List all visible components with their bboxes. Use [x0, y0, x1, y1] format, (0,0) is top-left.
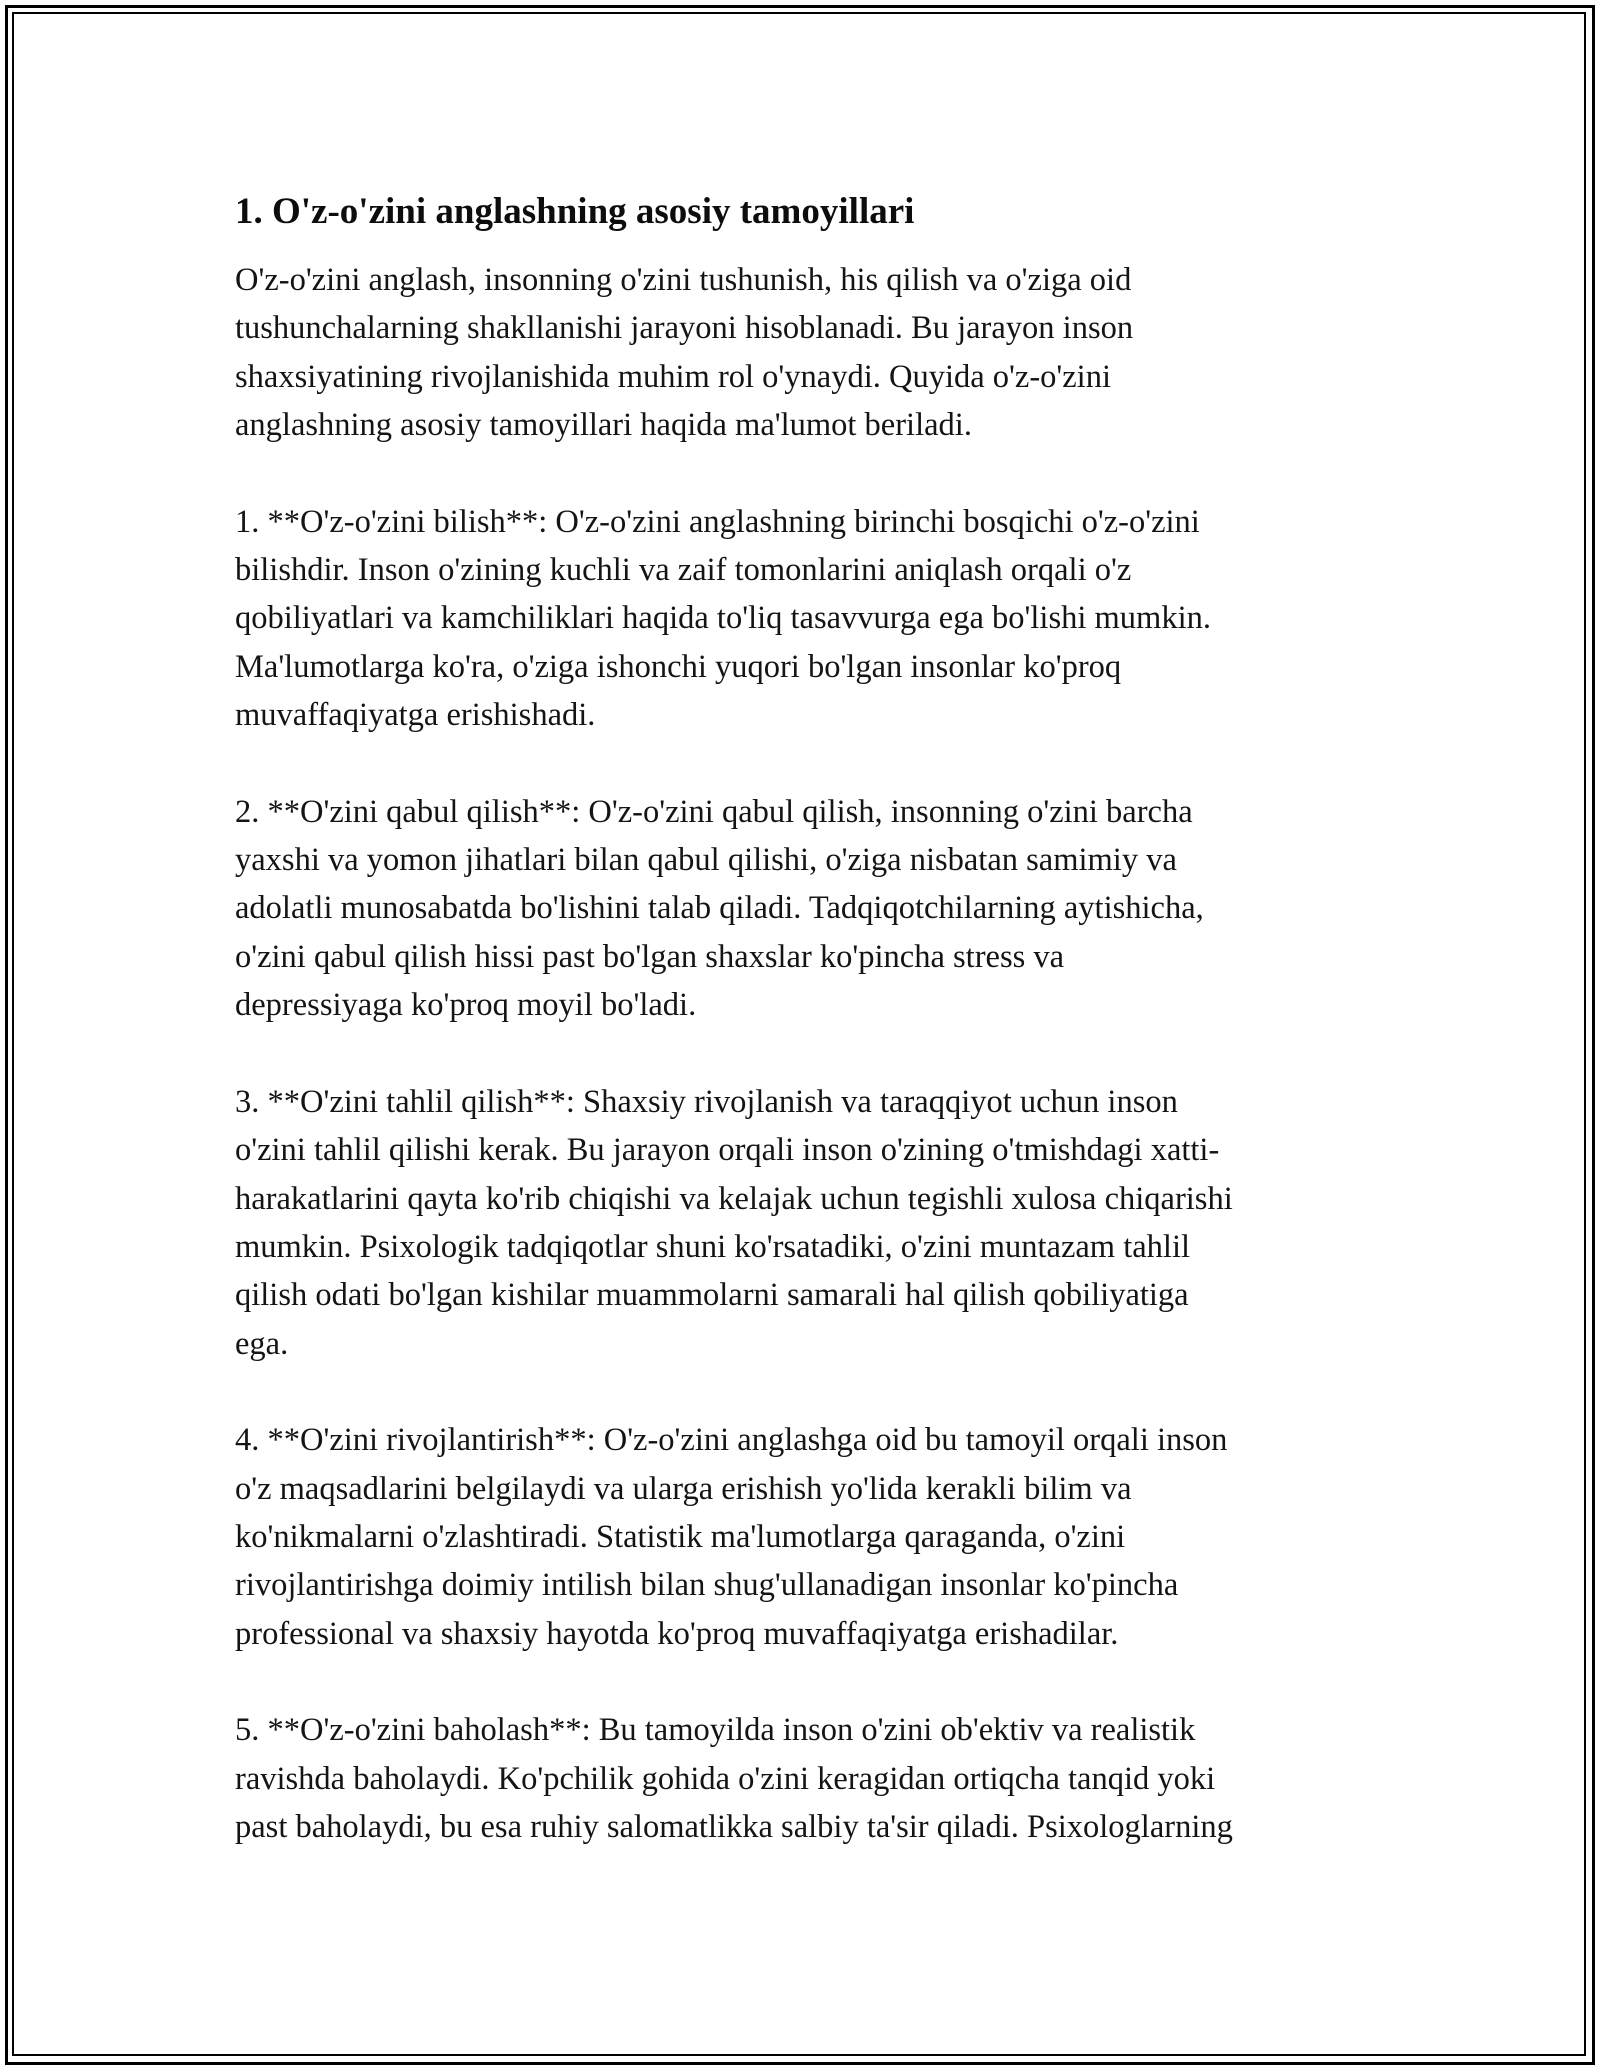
intro-paragraph: O'z-o'zini anglash, insonning o'zini tushunish, his qilish va o'ziga oid tushunchalarning shakllanishi jarayoni hisoblanadi. Bu jarayon inson shaxsiyatining rivojlanishida muhim rol o'ynaydi. Quyida o'z-o'zini anglashning asosiy tamoyillari haqida ma'lumot beriladi. — [235, 262, 1134, 444]
principle-self-acceptance: 2. **O'zini qabul qilish**: O'z-o'zini qabul qilish, insonning o'zini barcha yaxshi va yomon jihatlari bilan qabul qilishi, o'ziga nisbatan samimiy va adolatli munosabatda bo'lishini talab qiladi. Tadqiqotchilarning aytishicha, o'zini qabul qilish hissi past bo'lgan shaxslar ko'pincha stress va depressiyaga ko'proq moyil bo'ladi. — [235, 793, 1204, 1024]
principle-self-knowledge: 1. **O'z-o'zini bilish**: O'z-o'zini anglashning birinchi bosqichi o'z-o'zini bilishdir. Inson o'zining kuchli va zaif tomonlarini aniqlash orqali o'z qobiliyatlari va kamchiliklari haqida to'liq tasavvurga ega bo'lishi mumkin. Ma'lumotlarga ko'ra, o'ziga ishonchi yuqori bo'lgan insonlar ko'proq muvaffaqiyatga erishishadi. — [235, 503, 1211, 734]
principle-self-development: 4. **O'zini rivojlantirish**: O'z-o'zini anglashga oid bu tamoyil orqali inson o'z maqsadlarini belgilaydi va ularga erishish yo'lida kerakli bilim va ko'nikmalarni o'zlashtiradi. Statistik ma'lumotlarga qaraganda, o'zini rivojlantirishga doimiy intilish bilan shug'ullanadigan insonlar ko'pincha professional va shaxsiy hayotda ko'proq muvaffaqiyatga erishadilar. — [235, 1422, 1228, 1652]
principle-self-assessment: 5. **O'z-o'zini baholash**: Bu tamoyilda inson o'zini ob'ektiv va realistik ravishda baholaydi. Ko'pchilik gohida o'zini keragidan ortiqcha tanqid yoki past baholaydi, bu esa ruhiy salomatlikka salbiy ta'sir qiladi. Psixologlarning — [235, 1712, 1233, 1845]
document-body — [235, 182, 1370, 1899]
section-heading: 1. O'z-o'zini anglashning asosiy tamoyillari — [235, 191, 915, 232]
principle-self-analysis: 3. **O'zini tahlil qilish**: Shaxsiy rivojlanish va taraqqiyot uchun inson o'zini tahlil qilishi kerak. Bu jarayon orqali inson o'zining o'tmishdagi xatti- harakatlarini qayta ko'rib chiqishi va kelajak uchun tegishli xulosa chiqarishi mumkin. Psixologik tadqiqotlar shuni ko'rsatadiki, o'zini muntazam tahlil qilish odati bo'lgan kishilar muammolarni samarali hal qilish qobiliyatiga ega. — [235, 1083, 1233, 1362]
